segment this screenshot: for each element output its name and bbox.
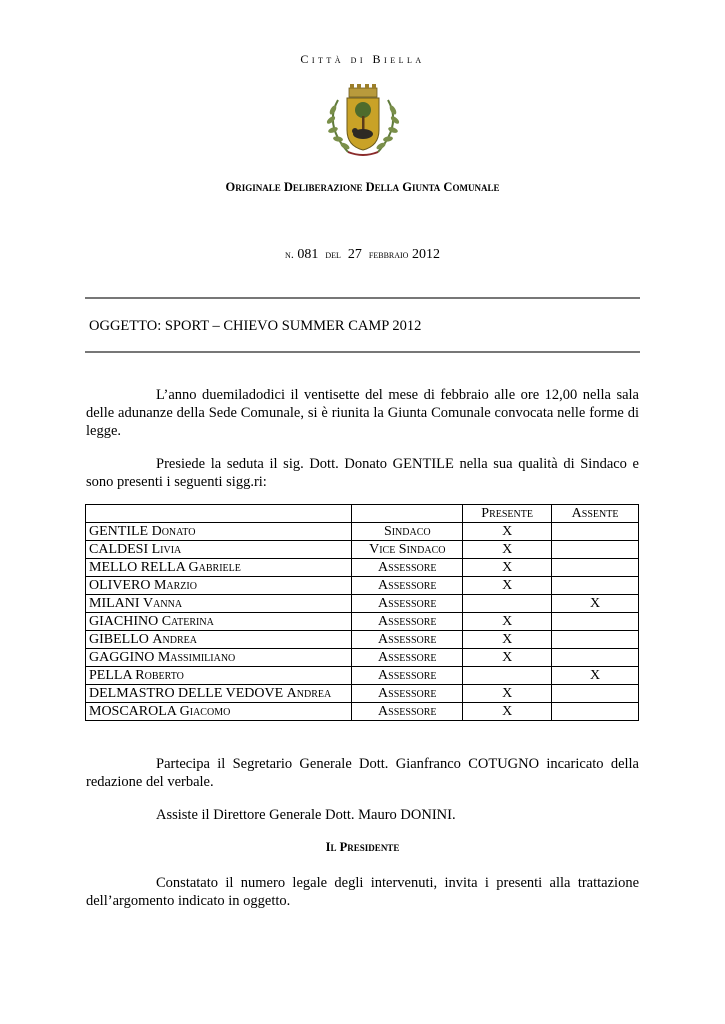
present-mark: X <box>463 541 552 559</box>
opening-paragraph: L’anno duemiladodici il ventisette del mese di febbraio alle ore 12,00 nella sala delle adunanze della Sede Comunale, si è riunita la Giunta Comunale convocata nelle forme di legge. <box>86 387 639 439</box>
member-surname: GIBELLO <box>89 631 149 647</box>
present-mark: X <box>463 613 552 631</box>
coat-of-arms-icon <box>318 80 408 160</box>
table-row <box>86 541 639 559</box>
table-row <box>86 685 639 703</box>
deliberation-number-line <box>0 247 725 263</box>
secretary-paragraph: Partecipa il Segretario Generale Dott. Gianfranco COTUGNO incaricato della redazione del verbale. <box>86 756 639 790</box>
presides-paragraph: Presiede la seduta il sig. Dott. Donato GENTILE nella sua qualità di Sindaco e sono presenti i seguenti sigg.ri: <box>86 456 639 490</box>
member-role: Assessore <box>352 667 463 685</box>
member-surname: MILANI <box>89 595 140 611</box>
absent-mark: X <box>552 667 639 685</box>
table-row <box>86 523 639 541</box>
member-name <box>86 595 352 613</box>
absent-mark <box>552 685 639 703</box>
table-header-row <box>86 505 639 523</box>
present-mark: X <box>463 559 552 577</box>
table-row <box>86 667 639 685</box>
member-role: Assessore <box>352 595 463 613</box>
header-role <box>352 505 463 523</box>
member-role: Vice Sindaco <box>352 541 463 559</box>
absent-mark <box>552 649 639 667</box>
city-name: Città di Biella <box>300 52 425 66</box>
header-name <box>86 505 352 523</box>
attendance-table <box>85 504 639 721</box>
header-present: Presente <box>463 505 552 523</box>
member-name <box>86 631 352 649</box>
absent-mark <box>552 523 639 541</box>
member-name <box>86 541 352 559</box>
member-name <box>86 523 352 541</box>
table-row <box>86 631 639 649</box>
absent-mark <box>552 703 639 721</box>
number-prefix: n. <box>285 247 294 261</box>
table-row <box>86 595 639 613</box>
member-surname: MOSCAROLA <box>89 703 177 719</box>
present-mark: X <box>463 703 552 721</box>
member-first-name: Massimiliano <box>157 649 236 665</box>
header-absent: Assente <box>552 505 639 523</box>
member-name <box>86 667 352 685</box>
member-surname: CALDESI <box>89 541 149 557</box>
president-heading: Il Presidente <box>325 840 400 854</box>
present-mark: X <box>463 649 552 667</box>
member-surname: GENTILE <box>89 523 149 539</box>
present-mark: X <box>463 577 552 595</box>
absent-mark <box>552 559 639 577</box>
member-first-name: Livia <box>151 541 182 557</box>
member-surname: GAGGINO <box>89 649 155 665</box>
member-role: Assessore <box>352 613 463 631</box>
present-mark <box>463 595 552 613</box>
member-surname: MELLO RELLA <box>89 559 186 575</box>
member-role: Assessore <box>352 631 463 649</box>
member-first-name: Andrea <box>152 631 197 647</box>
member-first-name: Roberto <box>135 667 184 683</box>
top-rule <box>85 297 640 299</box>
subject-line: OGGETTO: SPORT – CHIEVO SUMMER CAMP 2012 <box>89 318 422 334</box>
deliberation-number: 081 <box>297 247 319 262</box>
absent-mark <box>552 541 639 559</box>
table-row <box>86 577 639 595</box>
member-first-name: Caterina <box>161 613 214 629</box>
member-role: Sindaco <box>352 523 463 541</box>
present-mark <box>463 667 552 685</box>
member-name <box>86 577 352 595</box>
member-name <box>86 703 352 721</box>
absent-mark <box>552 613 639 631</box>
member-surname: OLIVERO <box>89 577 151 593</box>
member-name <box>86 649 352 667</box>
date-day: 27 <box>347 247 362 262</box>
member-name <box>86 613 352 631</box>
del-label: del <box>325 247 341 261</box>
absent-mark: X <box>552 595 639 613</box>
date-month: febbraio <box>368 247 409 261</box>
member-first-name: Giacomo <box>179 703 231 719</box>
member-surname: DELMASTRO DELLE VEDOVE <box>89 685 284 701</box>
member-name <box>86 559 352 577</box>
member-role: Assessore <box>352 703 463 721</box>
director-paragraph: Assiste il Direttore Generale Dott. Mauro DONINI. <box>156 807 456 823</box>
member-surname: GIACHINO <box>89 613 159 629</box>
table-row <box>86 613 639 631</box>
absent-mark <box>552 577 639 595</box>
member-first-name: Donato <box>151 523 196 539</box>
member-first-name: Gabriele <box>188 559 241 575</box>
member-role: Assessore <box>352 559 463 577</box>
present-mark: X <box>463 523 552 541</box>
closing-paragraph: Constatato il numero legale degli intervenuti, invita i presenti alla trattazione dell’argomento indicato in oggetto. <box>86 875 639 909</box>
member-name <box>86 685 352 703</box>
table-row <box>86 559 639 577</box>
member-role: Assessore <box>352 649 463 667</box>
table-row <box>86 703 639 721</box>
member-first-name: Andrea <box>286 685 332 701</box>
member-surname: PELLA <box>89 667 132 683</box>
deliberation-title: Originale Deliberazione Della Giunta Comunale <box>225 180 500 194</box>
member-first-name: Vanna <box>143 595 183 611</box>
member-first-name: Marzio <box>153 577 197 593</box>
member-role: Assessore <box>352 685 463 703</box>
date-year: 2012 <box>411 247 440 262</box>
present-mark: X <box>463 685 552 703</box>
present-mark: X <box>463 631 552 649</box>
table-row <box>86 649 639 667</box>
bottom-rule <box>85 351 640 353</box>
absent-mark <box>552 631 639 649</box>
member-role: Assessore <box>352 577 463 595</box>
